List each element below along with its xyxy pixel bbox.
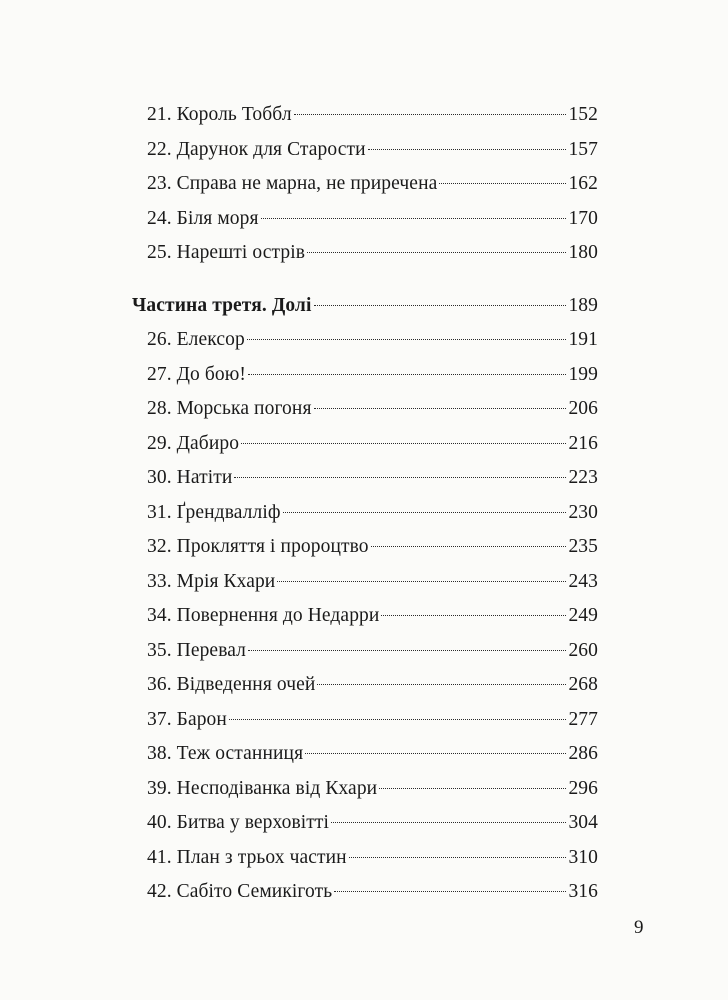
toc-dot-leader [307,252,566,253]
toc-entry-title: 22. Дарунок для Старости [147,138,366,160]
toc-entry-title: 39. Несподіванка від Кхари [147,777,378,799]
toc-dot-leader [379,788,566,789]
toc-dot-leader [229,719,566,720]
toc-dot-leader [371,546,567,547]
toc-entry-title: 35. Перевал [147,639,246,661]
toc-part-page: 189 [568,294,598,316]
toc-dot-leader [248,650,566,651]
toc-entry-title: 21. Король Тоббл [147,104,292,125]
toc-entry-title: 41. План з трьох частин [147,846,347,868]
toc-entry [132,358,598,393]
toc-dot-leader [283,512,567,513]
toc-dot-leader [248,374,566,375]
toc-entry-title: 30. Натіти [147,467,233,488]
toc-entry-title: 37. Барон [147,708,227,730]
toc-entry [132,530,598,565]
toc-entry-page: 157 [568,138,598,160]
toc-dot-leader [261,218,567,219]
toc-entry-page: 199 [568,363,598,385]
toc-entry-title: 23. Справа не марна, не приречена [147,173,438,194]
toc-entry [132,875,598,910]
toc-entry [132,133,598,168]
toc-dot-leader [349,857,567,858]
toc-entry-title: 40. Битва у верховітті [147,812,330,833]
toc-entry-page: 162 [568,173,598,194]
toc-entry [132,737,598,772]
toc-entry [132,236,598,271]
toc-entry-title: 36. Відведення очей [147,674,316,695]
toc-entry-title: 42. Сабіто Семикіготь [147,881,333,902]
toc-entry-page: 206 [568,398,598,419]
page-number: 9 [634,917,644,938]
toc-entry-page: 310 [568,846,598,868]
toc-entry-title: 29. Дабиро [147,432,240,454]
toc-entry [132,461,598,496]
toc-entry-title: 34. Повернення до Недарри [147,605,380,626]
toc-entry-page: 286 [568,743,598,764]
toc-entry-title: 28. Морська погоня [147,398,312,419]
toc-part-title: Частина третя. Долі [132,294,312,316]
toc-dot-leader [277,581,566,582]
toc-entry-page: 230 [568,501,598,523]
toc-dot-leader [305,753,566,754]
toc-entry [132,427,598,462]
toc-entry-page: 249 [568,605,598,626]
toc-entry [132,565,598,600]
toc-entry [132,496,598,531]
toc-dot-leader [317,684,566,685]
toc-entry [132,392,598,427]
toc-entry-page: 191 [568,329,598,350]
toc-entry-page: 260 [568,639,598,661]
toc-entry-title: 26. Елексор [147,329,245,350]
toc-entry-page: 235 [568,536,598,557]
toc-entry [132,806,598,841]
toc-dot-leader [247,339,567,340]
toc-part-heading [132,289,598,324]
toc-entry-page: 180 [568,242,598,263]
toc-entry [132,98,598,133]
toc-entry-page: 268 [568,674,598,695]
toc-entry-title: 25. Нарешті острів [147,242,306,263]
toc-entry [132,703,598,738]
toc-entry [132,841,598,876]
toc-entry-title: 32. Прокляття і пророцтво [147,536,369,557]
toc-dot-leader [331,822,566,823]
toc-entry-page: 152 [568,104,598,125]
toc-entry-title: 24. Біля моря [147,207,259,229]
toc-entry [132,634,598,669]
toc-dot-leader [334,891,566,892]
toc-entry-page: 296 [568,777,598,799]
toc-dot-leader [368,149,567,150]
toc-dot-leader [314,305,567,306]
toc-dot-leader [234,477,566,478]
toc-entry [132,668,598,703]
toc-entry-page: 304 [568,812,598,833]
toc-entry-title: 33. Мрія Кхари [147,570,276,592]
toc-entry-page: 216 [568,432,598,454]
toc-entry-page: 170 [568,207,598,229]
toc-dot-leader [294,114,567,115]
toc-dot-leader [439,183,566,184]
toc-entry-page: 243 [568,570,598,592]
table-of-contents [132,98,598,910]
toc-entry-title: 38. Теж останниця [147,743,304,764]
toc-entry [132,323,598,358]
toc-entry-title: 27. До бою! [147,363,247,385]
toc-entry [132,167,598,202]
toc-entry-page: 277 [568,708,598,730]
toc-entry-page: 223 [568,467,598,488]
toc-entry [132,202,598,237]
toc-entry [132,772,598,807]
toc-entry [132,599,598,634]
toc-dot-leader [314,408,567,409]
toc-dot-leader [241,443,566,444]
toc-dot-leader [381,615,566,616]
toc-entry-title: 31. Ґрендвалліф [147,501,281,523]
toc-entry-page: 316 [568,881,598,902]
